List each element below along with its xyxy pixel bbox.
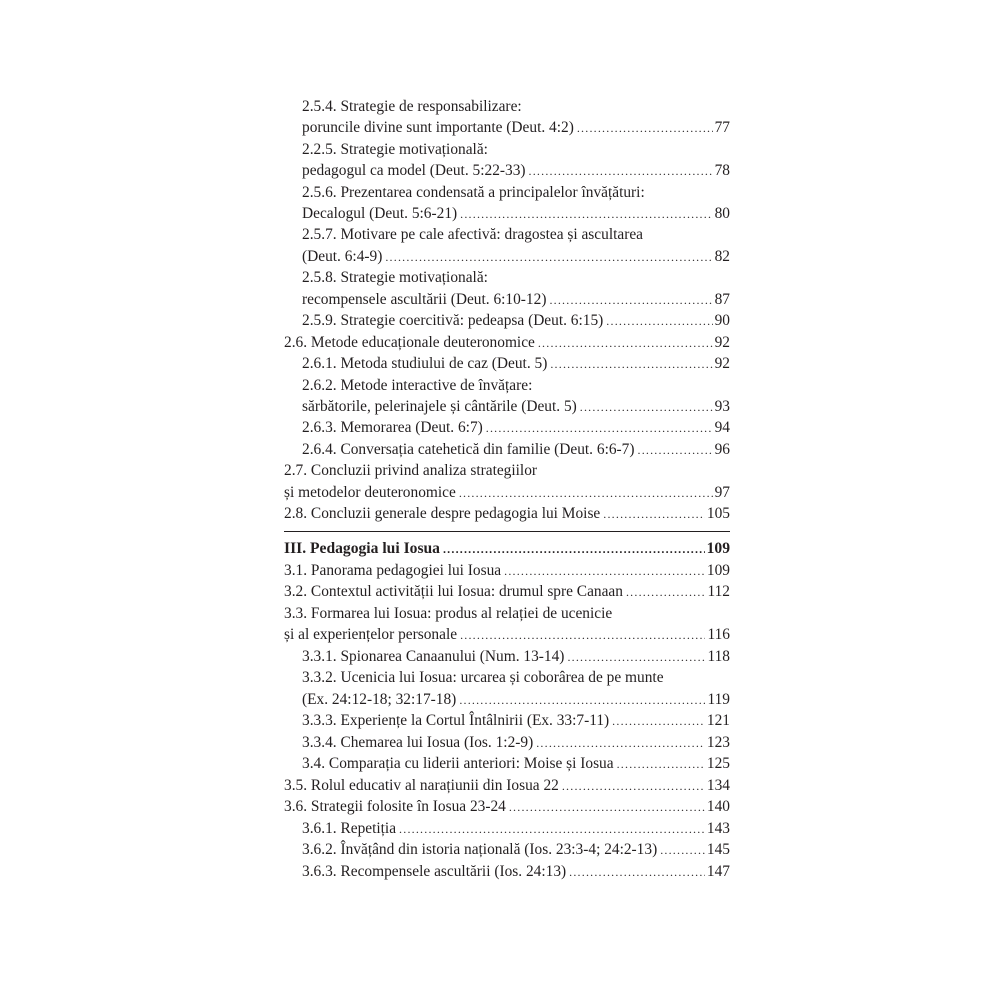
toc-leader-dots: [399, 819, 705, 840]
toc-entry-title: și metodelor deuteronomice: [284, 484, 456, 501]
toc-entry-title: 2.2.5. Strategie motivațională:: [302, 141, 488, 158]
toc-page-number: 109: [706, 562, 730, 579]
toc-page-number: 134: [706, 777, 730, 794]
toc-entry: [284, 796, 730, 817]
toc-entry: [302, 439, 730, 460]
toc-entry-title: pedagogul ca model (Deut. 5:22-33): [302, 162, 526, 179]
toc-page-number: 145: [706, 841, 730, 858]
toc-entry: [284, 775, 730, 796]
toc-entry: [302, 353, 730, 374]
toc-page-number: 143: [706, 820, 730, 837]
toc-leader-dots: [536, 733, 705, 754]
toc-entry-title: 3.3.2. Ucenicia lui Iosua: urcarea și coborârea de pe munte: [302, 669, 664, 686]
toc-entry-title: 2.5.7. Motivare pe cale afectivă: dragostea și ascultarea: [302, 226, 643, 243]
toc-page-number: 97: [714, 484, 730, 501]
toc-page-number: 116: [707, 626, 730, 643]
toc-entry-title: 3.5. Rolul educativ al narațiunii din Iosua 22: [284, 777, 559, 794]
toc-leader-dots: [626, 582, 706, 603]
toc-entry: [302, 182, 730, 203]
toc-entry-title: 2.5.9. Strategie coercitivă: pedeapsa (Deut. 6:15): [302, 312, 604, 329]
toc-entry-title: 3.6.3. Recompensele ascultării (Ios. 24:13): [302, 863, 567, 880]
toc-page-number: 147: [706, 863, 730, 880]
toc-leader-dots: [504, 561, 705, 582]
toc-page-number: 78: [714, 162, 730, 179]
toc-entry: [302, 289, 730, 310]
toc-entry: [302, 267, 730, 288]
toc-entry: [302, 732, 730, 753]
toc-entry-title: 2.5.6. Prezentarea condensată a principalelor învățături:: [302, 184, 645, 201]
toc-entry: [302, 160, 730, 181]
toc-entry: [284, 503, 730, 524]
toc-entry-title: 2.5.8. Strategie motivațională:: [302, 269, 488, 286]
toc-entry-title: (Deut. 6:4-9): [302, 248, 383, 265]
toc-leader-dots: [460, 204, 712, 225]
toc-leader-dots: [638, 440, 713, 461]
toc-entry-title: și al experiențelor personale: [284, 626, 458, 643]
toc-leader-dots: [569, 862, 705, 883]
toc-entry-title: 2.6.2. Metode interactive de învățare:: [302, 377, 533, 394]
toc-entry-title: (Ex. 24:12-18; 32:17-18): [302, 691, 457, 708]
toc-entry: [284, 482, 730, 503]
toc-leader-dots: [443, 539, 705, 560]
toc-entry-title: sărbătorile, pelerinajele și cântările (Deut. 5): [302, 398, 577, 415]
toc-entry: [302, 417, 730, 438]
toc-entry-title: III. Pedagogia lui Iosua: [284, 540, 440, 557]
toc-leader-dots: [567, 647, 705, 668]
toc-entry-title: 2.6.3. Memorarea (Deut. 6:7): [302, 419, 483, 436]
toc-page-number: 82: [714, 248, 730, 265]
toc-entry-title: 3.6. Strategii folosite în Iosua 23-24: [284, 798, 506, 815]
toc-entry-title: 2.6.1. Metoda studiului de caz (Deut. 5): [302, 355, 548, 372]
toc-entry: [302, 689, 730, 710]
toc-leader-dots: [509, 797, 705, 818]
toc-leader-dots: [529, 161, 713, 182]
toc-entry-title: 3.3. Formarea lui Iosua: produs al relației de ucenicie: [284, 605, 613, 622]
toc-entry-title: 2.6. Metode educaționale deuteronomice: [284, 334, 535, 351]
toc-page-number: 92: [714, 355, 730, 372]
toc-entry: [302, 310, 730, 331]
toc-leader-dots: [459, 483, 713, 504]
toc-page-number: 80: [714, 205, 730, 222]
toc-page-number: 109: [706, 540, 730, 557]
toc-page-number: 87: [714, 291, 730, 308]
toc-entry: [302, 396, 730, 417]
toc-leader-dots: [603, 504, 705, 525]
toc-entry: [302, 246, 730, 267]
toc-entry: [302, 667, 730, 688]
section-divider: [284, 531, 730, 532]
toc-leader-dots: [385, 247, 712, 268]
toc-leader-dots: [459, 690, 705, 711]
toc-entry-title: 3.6.1. Repetiția: [302, 820, 397, 837]
toc-page-number: 93: [714, 398, 730, 415]
toc-entry-title: 2.6.4. Conversația catehetică din familie (Deut. 6:6-7): [302, 441, 635, 458]
toc-page-number: 92: [714, 334, 730, 351]
toc-leader-dots: [549, 290, 712, 311]
toc-entry: [302, 224, 730, 245]
toc-entry: [302, 96, 730, 117]
toc-entry-title: recompensele ascultării (Deut. 6:10-12): [302, 291, 547, 308]
toc-entry: [284, 603, 730, 624]
toc-entry: [302, 839, 730, 860]
toc-page-number: 140: [706, 798, 730, 815]
toc-entry: [302, 710, 730, 731]
toc-page-number: 96: [714, 441, 730, 458]
toc-leader-dots: [562, 776, 705, 797]
toc-entry-title: 3.3.1. Spionarea Canaanului (Num. 13-14): [302, 648, 565, 665]
toc-entry: [302, 117, 730, 138]
toc-entry: [284, 460, 730, 481]
toc-leader-dots: [612, 711, 705, 732]
toc-entry-title: poruncile divine sunt importante (Deut. 4:2): [302, 119, 574, 136]
toc-entry: [302, 861, 730, 882]
toc-leader-dots: [580, 397, 713, 418]
toc-page-number: 112: [707, 583, 730, 600]
toc-entry: [284, 624, 730, 645]
toc-entry-title: 3.3.4. Chemarea lui Iosua (Ios. 1:2-9): [302, 734, 534, 751]
toc-page-number: 123: [706, 734, 730, 751]
toc-entry: [302, 139, 730, 160]
toc-page-number: 121: [706, 712, 730, 729]
toc-chapter-entry: [284, 538, 730, 559]
toc-entry-title: 2.8. Concluzii generale despre pedagogia lui Moise: [284, 505, 601, 522]
toc-page-number: 125: [706, 755, 730, 772]
toc-leader-dots: [460, 625, 705, 646]
toc-page-number: 118: [707, 648, 730, 665]
toc-entry-title: 3.6.2. Învățând din istoria națională (Ios. 23:3-4; 24:2-13): [302, 841, 658, 858]
toc-leader-dots: [486, 418, 713, 439]
toc-page-number: 119: [707, 691, 730, 708]
toc-entry: [284, 560, 730, 581]
toc-entry-title: 3.4. Comparația cu liderii anteriori: Moise și Iosua: [302, 755, 614, 772]
toc-entry: [302, 646, 730, 667]
toc-leader-dots: [617, 754, 705, 775]
toc-entry-title: 3.3.3. Experiențe la Cortul Întâlnirii (Ex. 33:7-11): [302, 712, 610, 729]
toc-entry-title: Decalogul (Deut. 5:6-21): [302, 205, 458, 222]
toc-entry: [302, 375, 730, 396]
toc-entry-title: 2.5.4. Strategie de responsabilizare:: [302, 98, 522, 115]
toc-page-number: 94: [714, 419, 730, 436]
toc-leader-dots: [606, 311, 712, 332]
toc-leader-dots: [550, 354, 712, 375]
toc-page-number: 105: [706, 505, 730, 522]
toc-entry: [284, 581, 730, 602]
toc-entry: [284, 332, 730, 353]
toc-page-number: 90: [714, 312, 730, 329]
toc-entry-title: 3.2. Contextul activității lui Iosua: drumul spre Canaan: [284, 583, 623, 600]
toc-leader-dots: [577, 118, 713, 139]
toc-entry-title: 3.1. Panorama pedagogiei lui Iosua: [284, 562, 502, 579]
toc-leader-dots: [660, 840, 705, 861]
toc-page-number: 77: [714, 119, 730, 136]
toc-entry-title: 2.7. Concluzii privind analiza strategiilor: [284, 462, 538, 479]
toc-entry: [302, 203, 730, 224]
toc-entry: [302, 818, 730, 839]
toc-leader-dots: [538, 333, 713, 354]
toc-entry: [302, 753, 730, 774]
